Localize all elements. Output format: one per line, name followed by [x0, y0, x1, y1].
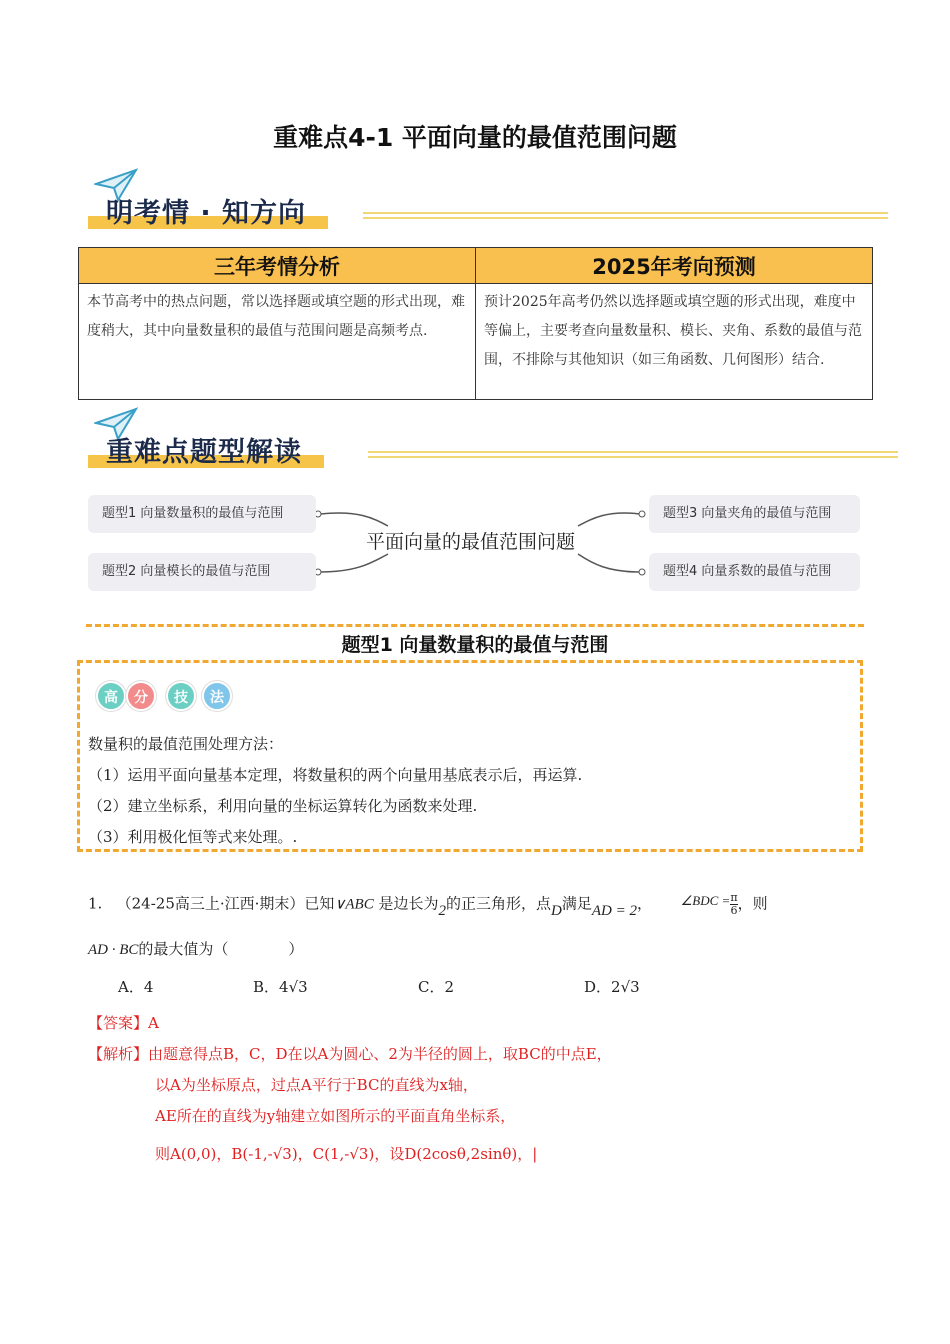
side-length: 2 — [438, 902, 447, 919]
option-b[interactable] — [253, 976, 308, 997]
type1-title: 题型1 向量数量积的最值与范围 — [341, 634, 609, 656]
table-cell-forecast: 预计2025年高考仍然以选择题或填空题的形式出现，难度中等偏上，主要考查向量数量积、模长、夹角、系数的最值与范围，不排除与其他知识（如三角函数、几何图形）结合. — [476, 284, 873, 400]
question-source: （24-25高三上·江西·期末）已知 — [116, 894, 335, 913]
question-text: ，则 — [737, 894, 768, 913]
angle-fraction — [730, 892, 737, 917]
mindmap-center: 平面向量的最值范围问题 — [366, 531, 576, 553]
dot-product-expr: AD · BC — [88, 942, 139, 958]
option-a[interactable] — [118, 976, 153, 997]
option-label: D． — [584, 978, 612, 996]
question-1-line-2 — [88, 938, 303, 959]
answer-label: 【答案】 — [88, 1014, 149, 1032]
analysis-line-3: AE所在的直线为y轴建立如图所示的平面直角坐标系， — [155, 1107, 516, 1125]
answer-value: A — [148, 1014, 159, 1032]
section-header-exam-trend — [88, 168, 908, 238]
badge-fa: 法 — [202, 681, 232, 711]
section-label: 明考情 · 知方向 — [88, 196, 328, 232]
analysis-line-4: 则A(0,0)，B(-1,-√3)，C(1,-√3)，设D(2cosθ,2sinθ)，| — [155, 1145, 538, 1163]
technique-box — [77, 660, 863, 852]
technique-method-2: （2）建立坐标系，利用向量的坐标运算转化为函数来处理. — [88, 797, 478, 815]
decorative-lines — [363, 212, 888, 220]
technique-method-1: （1）运用平面向量基本定理，将数量积的两个向量用基底表示后，再运算. — [88, 766, 583, 784]
technique-intro: 数量积的最值范围处理方法： — [88, 735, 284, 753]
question-text: 满足 — [561, 894, 592, 913]
fraction-denominator: 6 — [730, 904, 738, 917]
mindmap-node-type3: 题型3 向量夹角的最值与范围 — [649, 495, 860, 533]
option-label: C． — [418, 978, 445, 996]
option-value: 4 — [143, 978, 154, 996]
question-1-line-1 — [88, 892, 768, 917]
analysis-line-1 — [88, 1043, 612, 1064]
analysis-label: 【解析】 — [88, 1045, 149, 1063]
option-c[interactable] — [418, 976, 454, 997]
question-number: 1. — [88, 894, 103, 913]
fraction-numerator: π — [730, 891, 738, 904]
decorative-lines — [368, 451, 898, 459]
condition-ad: AD = 2 — [591, 902, 638, 919]
option-label: B． — [253, 978, 280, 996]
option-value: 2√3 — [611, 978, 640, 996]
technique-text — [88, 729, 582, 853]
question-text: ， — [637, 894, 653, 913]
badge-ji: 技 — [166, 681, 196, 711]
option-value: 2 — [444, 978, 455, 996]
analysis-text: 由题意得点B，C，D在以A为圆心、2为半径的圆上，取BC的中点E， — [148, 1045, 612, 1063]
divider — [86, 624, 864, 627]
option-value: 4√3 — [279, 978, 308, 996]
topic-mindmap — [88, 488, 863, 598]
page-title: 重难点4-1 平面向量的最值范围问题 — [273, 123, 677, 152]
exam-analysis-table — [78, 247, 873, 400]
table-header-forecast: 2025年考向预测 — [476, 248, 873, 284]
question-text: 的正三角形，点 — [446, 894, 552, 913]
answer — [88, 1012, 159, 1033]
section-header-key-types — [88, 407, 908, 477]
table-header-analysis: 三年考情分析 — [79, 248, 476, 284]
mindmap-node-type2: 题型2 向量模长的最值与范围 — [88, 553, 316, 591]
section-label: 重难点题型解读 — [88, 435, 324, 471]
angle-condition: ∠BDC = — [680, 892, 731, 908]
mindmap-node-type4: 题型4 向量系数的最值与范围 — [649, 553, 860, 591]
mindmap-node-type1: 题型1 向量数量积的最值与范围 — [88, 495, 316, 533]
point-d: D — [551, 902, 562, 919]
badge-fen: 分 — [126, 681, 156, 711]
triangle-expr: ∨ABC — [334, 896, 374, 913]
question-text: 是边长为 — [378, 894, 439, 913]
badge-gao: 高 — [96, 681, 126, 711]
option-d[interactable] — [584, 976, 640, 997]
analysis-line-2: 以A为坐标原点，过点A平行于BC的直线为x轴， — [155, 1076, 478, 1094]
option-label: A． — [118, 978, 144, 996]
technique-method-3: （3）利用极化恒等式来处理。. — [88, 828, 298, 846]
table-cell-analysis: 本节高考中的热点问题，常以选择题或填空题的形式出现，难度稍大，其中向量数量积的最值与范围问题是高频考点. — [79, 284, 476, 400]
question-text: 的最大值为（ ） — [138, 940, 304, 958]
